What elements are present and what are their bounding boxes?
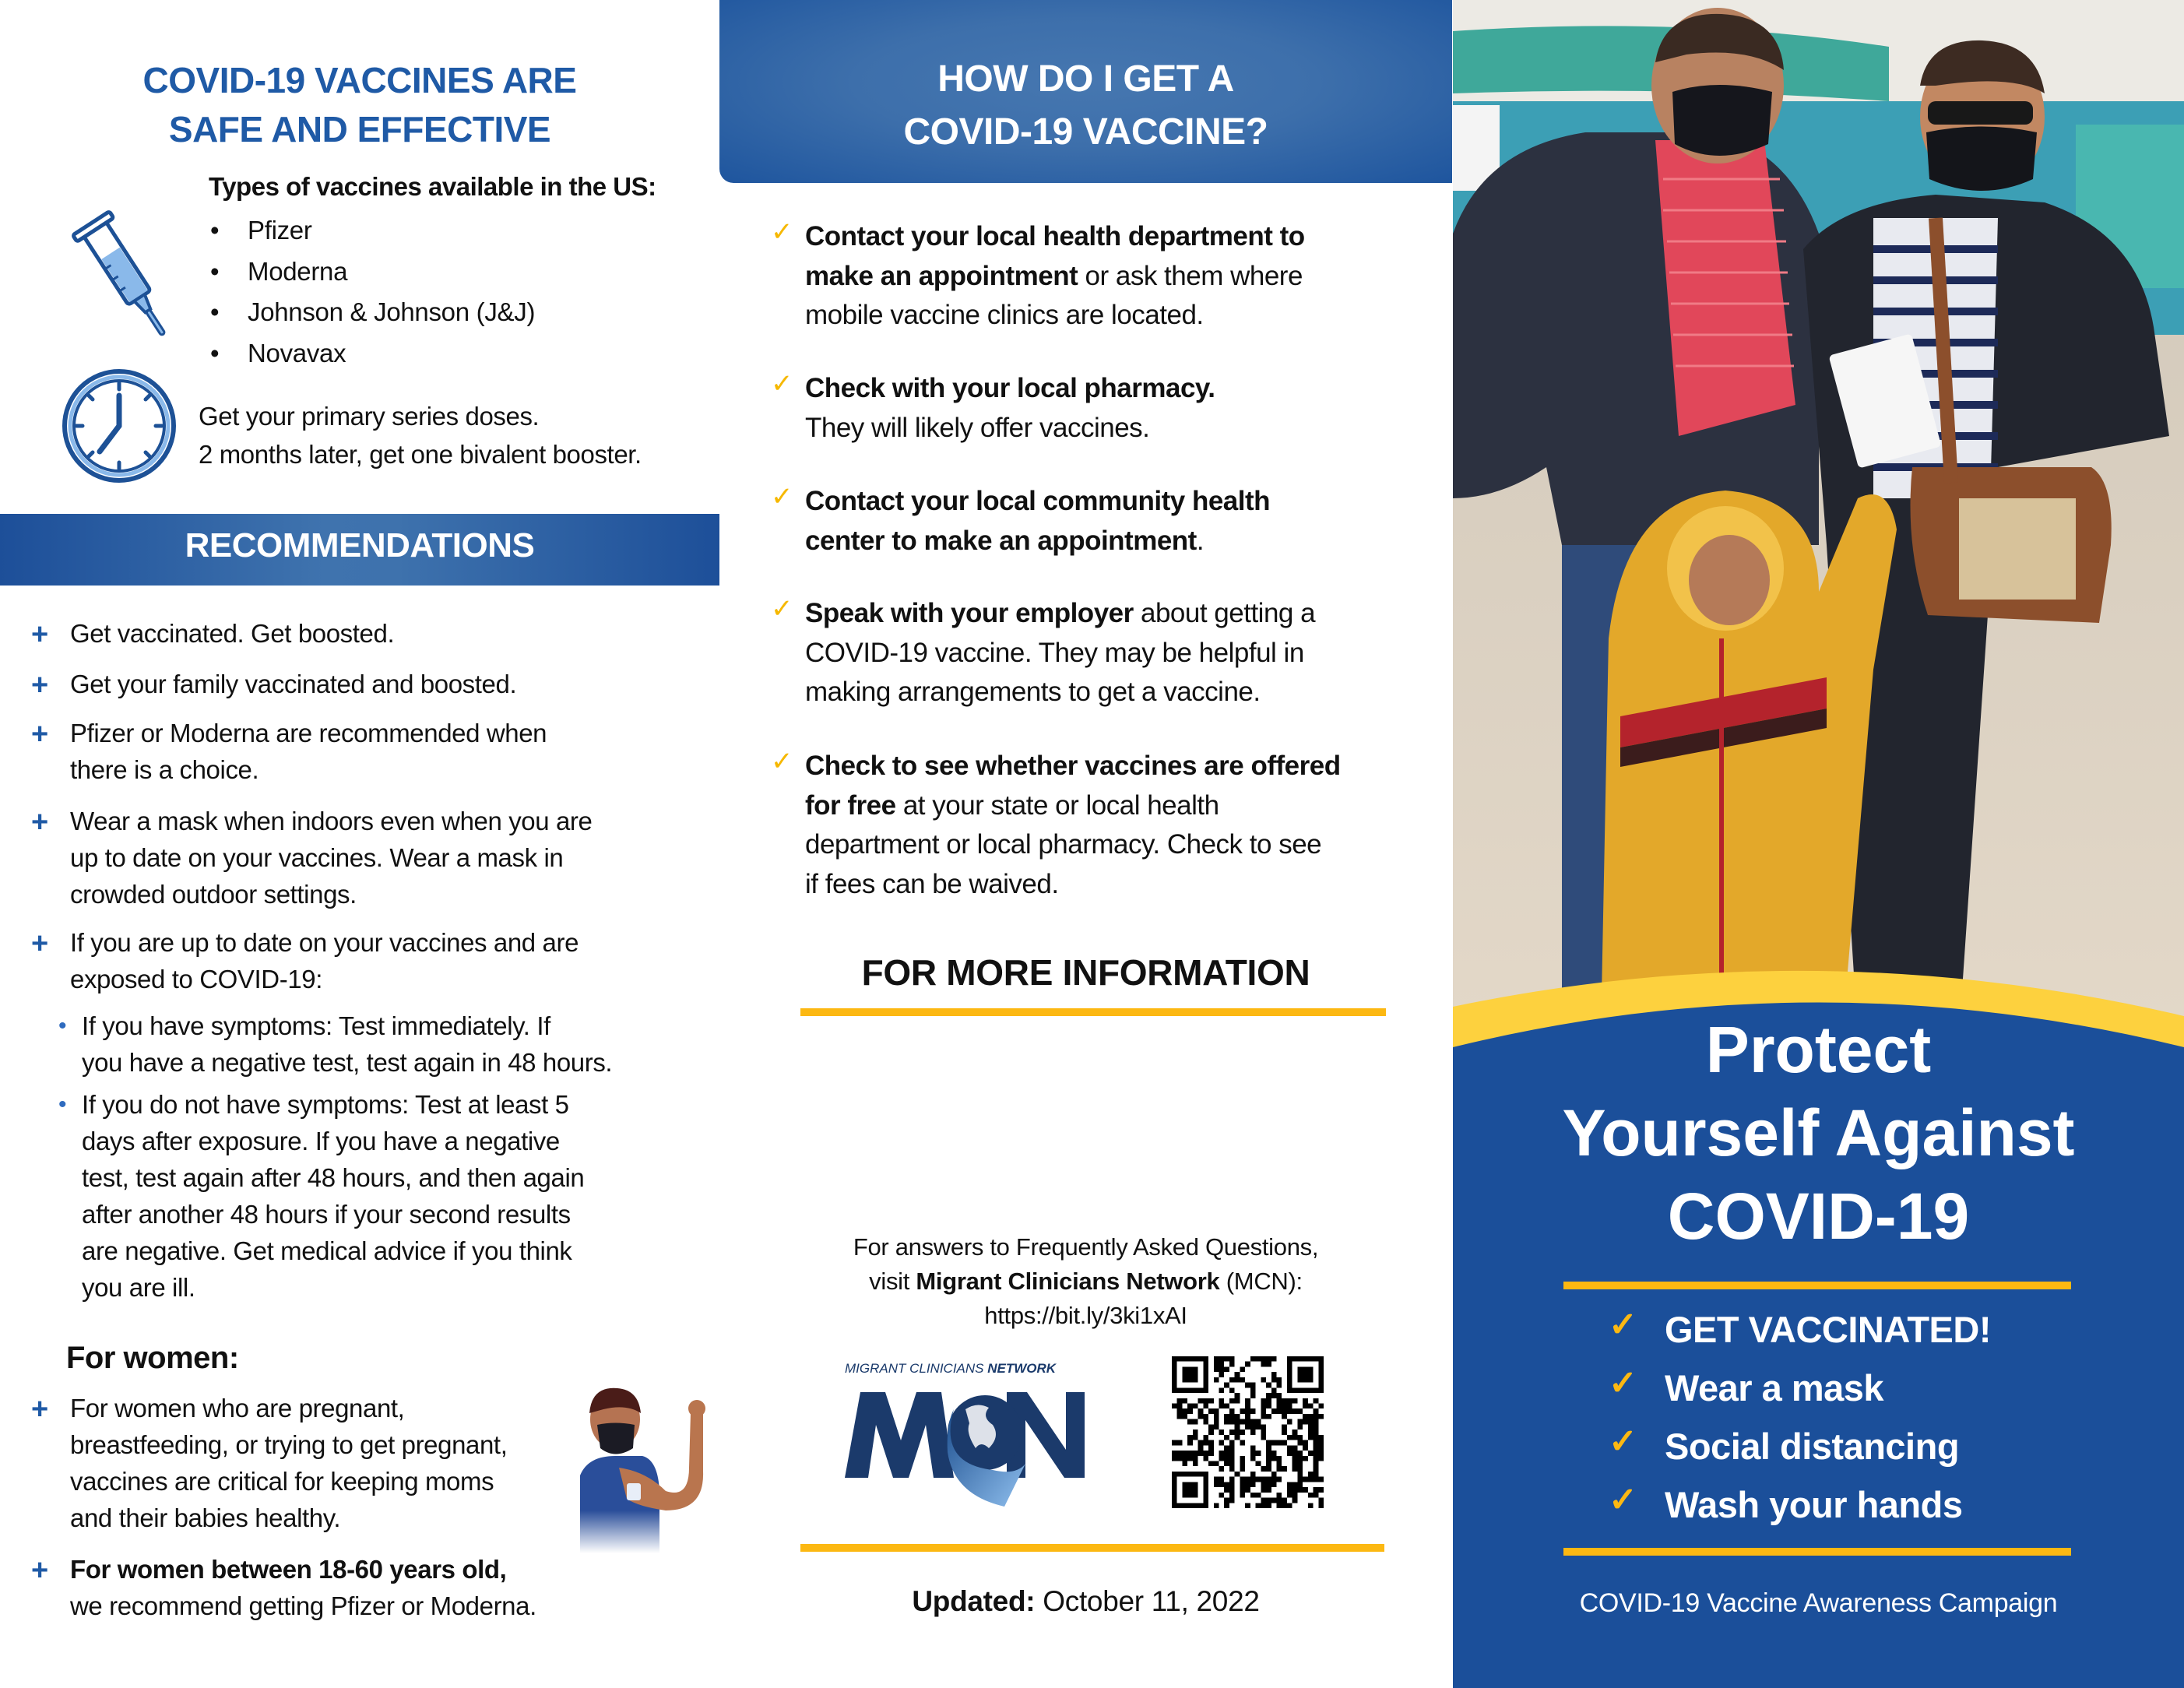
text: at your state or local health xyxy=(895,789,1219,821)
action-label: Wear a mask xyxy=(1665,1367,1884,1408)
bullet-icon: • xyxy=(210,256,220,286)
mcn-link[interactable]: Migrant Clinicians Network xyxy=(916,1268,1220,1295)
recommendation-item xyxy=(31,803,693,913)
action-label: Wash your hands xyxy=(1665,1484,1963,1525)
text: about getting a xyxy=(1133,598,1316,628)
plus-icon: + xyxy=(31,806,48,839)
checkmark-icon: ✓ xyxy=(771,217,793,247)
text: . xyxy=(1196,525,1205,556)
step-item xyxy=(771,594,1412,712)
line: Get your family vaccinated and boosted. xyxy=(70,670,517,698)
line: crowded outdoor settings. xyxy=(70,880,357,909)
clock-icon xyxy=(61,367,178,484)
text: COVID-19 vaccine. They may be helpful in xyxy=(805,637,1304,668)
text: They will likely offer vaccines. xyxy=(805,412,1150,443)
bold-text: Contact your local community health xyxy=(805,486,1271,516)
plus-icon: + xyxy=(31,718,48,751)
step-line xyxy=(805,673,1412,712)
woman-flexing-photo xyxy=(572,1382,712,1553)
bold-text: Check with your local pharmacy. xyxy=(805,373,1215,403)
step-line xyxy=(805,522,1412,561)
exposure-sub-item xyxy=(58,1086,689,1306)
checkmark-icon: ✓ xyxy=(771,482,793,512)
line: If you do not have symptoms: Test at least 5 xyxy=(82,1090,569,1119)
text: department or local pharmacy. Check to see xyxy=(805,829,1322,860)
faq-text xyxy=(719,1230,1452,1333)
step-line xyxy=(805,409,1412,448)
mcn-logo-tagline xyxy=(845,1361,1056,1377)
text: mobile vaccine clinics are located. xyxy=(805,300,1204,330)
line: are negative. Get medical advice if you think xyxy=(82,1236,572,1265)
recommendations-title: RECOMMENDATIONS xyxy=(185,526,535,564)
title-line: COVID-19 xyxy=(1667,1180,1970,1253)
mcn-globe-icon xyxy=(837,1378,1102,1510)
left-panel xyxy=(0,0,719,1688)
step-line xyxy=(805,296,1412,336)
recommendation-item xyxy=(31,615,693,652)
title-line: COVID-19 VACCINES ARE xyxy=(142,60,577,100)
qr-code-icon[interactable] xyxy=(1172,1356,1324,1508)
bullet-icon: • xyxy=(58,1092,67,1117)
how-to-get-vaccine-title xyxy=(719,53,1452,159)
text: MIGRANT CLINICIANS xyxy=(845,1361,988,1376)
checkmark-icon: ✓ xyxy=(771,369,793,399)
bold-text: make an appointment xyxy=(805,260,1078,291)
step-line xyxy=(805,865,1412,905)
plus-icon: + xyxy=(31,669,48,702)
line: exposed to COVID-19: xyxy=(70,965,322,993)
action-item xyxy=(1609,1481,1963,1526)
vaccine-list xyxy=(209,210,535,374)
checkmark-icon: ✓ xyxy=(771,747,793,776)
plus-icon: + xyxy=(31,1554,48,1587)
faq-url-link[interactable]: https://bit.ly/3ki1xAI xyxy=(984,1302,1187,1329)
text: (MCN): xyxy=(1219,1268,1303,1295)
bullet-icon: • xyxy=(58,1013,67,1039)
line: we recommend getting Pfizer or Moderna. xyxy=(70,1591,536,1620)
safe-effective-title xyxy=(0,56,719,154)
women-item xyxy=(31,1390,576,1536)
schedule-line: Get your primary series doses. xyxy=(199,402,540,431)
more-info-title: FOR MORE INFORMATION xyxy=(861,952,1310,993)
vaccine-name: Moderna xyxy=(248,256,348,286)
vaccine-types-heading: Types of vaccines available in the US: xyxy=(209,172,656,201)
vaccine-name: Johnson & Johnson (J&J) xyxy=(248,297,536,326)
action-label: Social distancing xyxy=(1665,1426,1960,1467)
step-line xyxy=(805,482,1412,522)
women-item xyxy=(31,1551,693,1624)
step-item xyxy=(771,217,1412,336)
line: vaccines are critical for keeping moms xyxy=(70,1467,494,1496)
protect-yourself-title xyxy=(1453,1008,2184,1258)
step-item xyxy=(771,482,1412,561)
title-line: HOW DO I GET A xyxy=(937,58,1234,100)
checkmark-icon: ✓ xyxy=(1609,1306,1637,1344)
exposure-sub-item xyxy=(58,1008,689,1081)
line: test, test again after 48 hours, and then again xyxy=(82,1163,585,1192)
plus-icon: + xyxy=(31,618,48,651)
line: Pfizer or Moderna are recommended when xyxy=(70,719,547,747)
title-line: COVID-19 VACCINE? xyxy=(903,111,1268,153)
line: For women who are pregnant, xyxy=(70,1394,405,1422)
divider xyxy=(800,1008,1386,1016)
line: you have a negative test, test again in 48 hours. xyxy=(82,1048,613,1077)
step-line xyxy=(805,369,1412,409)
line: Wear a mask when indoors even when you are xyxy=(70,807,593,835)
action-item xyxy=(1609,1422,1960,1468)
updated-value: October 11, 2022 xyxy=(1035,1585,1260,1617)
checkmark-icon: ✓ xyxy=(1609,1481,1637,1519)
recommendation-item xyxy=(31,924,693,997)
divider xyxy=(1563,1282,2071,1289)
checkmark-icon: ✓ xyxy=(771,594,793,624)
divider xyxy=(1563,1548,2071,1556)
checkmark-icon: ✓ xyxy=(1609,1364,1637,1402)
step-line xyxy=(805,825,1412,865)
line: up to date on your vaccines. Wear a mask in xyxy=(70,843,564,872)
bold-line: For women between 18-60 years old, xyxy=(70,1555,507,1584)
action-item xyxy=(1609,1364,1884,1409)
step-line xyxy=(805,786,1412,826)
step-item xyxy=(771,369,1412,448)
family-photo xyxy=(1453,0,2184,1036)
line: breastfeeding, or trying to get pregnant, xyxy=(70,1430,508,1459)
text: if fees can be waived. xyxy=(805,868,1059,899)
vaccine-item xyxy=(209,210,535,251)
text: making arrangements to get a vaccine. xyxy=(805,677,1261,707)
bold-text: center to make an appointment xyxy=(805,525,1197,556)
updated-label: Updated: xyxy=(912,1585,1036,1617)
campaign-name: COVID-19 Vaccine Awareness Campaign xyxy=(1579,1588,2058,1618)
bullet-icon: • xyxy=(210,297,220,326)
faq-line xyxy=(719,1264,1452,1299)
text: NETWORK xyxy=(987,1361,1057,1376)
updated-date xyxy=(719,1585,1452,1618)
line: after another 48 hours if your second results xyxy=(82,1200,571,1229)
step-line xyxy=(805,594,1412,634)
mcn-logo xyxy=(837,1355,1102,1510)
booster-schedule xyxy=(199,397,642,473)
step-item xyxy=(771,747,1412,904)
line: and their babies healthy. xyxy=(70,1503,341,1532)
schedule-line: 2 months later, get one bivalent booster. xyxy=(199,440,642,469)
bold-text: Contact your local health department to xyxy=(805,221,1305,251)
recommendation-item xyxy=(31,666,693,702)
syringe-icon xyxy=(62,201,187,349)
title-line: Protect xyxy=(1705,1013,1932,1086)
line: If you have symptoms: Test immediately. If xyxy=(82,1011,550,1040)
step-line xyxy=(805,747,1412,786)
divider xyxy=(800,1544,1384,1552)
action-label: GET VACCINATED! xyxy=(1665,1309,1991,1350)
plus-icon: + xyxy=(31,1393,48,1426)
recommendation-item xyxy=(31,715,693,788)
line: Get vaccinated. Get boosted. xyxy=(70,619,395,648)
action-item xyxy=(1609,1306,1991,1351)
faq-line: For answers to Frequently Asked Questions, xyxy=(853,1233,1319,1261)
bold-text: for free xyxy=(805,789,896,821)
plus-icon: + xyxy=(31,927,48,960)
step-line xyxy=(805,257,1412,297)
step-line xyxy=(805,634,1412,673)
bullet-icon: • xyxy=(210,338,220,367)
title-line: SAFE AND EFFECTIVE xyxy=(168,109,551,149)
bold-text: Speak with your employer xyxy=(805,598,1134,628)
line: If you are up to date on your vaccines and are xyxy=(70,928,579,957)
checkmark-icon: ✓ xyxy=(1609,1422,1637,1461)
vaccine-item xyxy=(209,292,535,333)
line: you are ill. xyxy=(82,1273,195,1302)
text: visit xyxy=(869,1268,916,1295)
for-women-heading: For women: xyxy=(66,1341,239,1375)
bold-text: Check to see whether vaccines are offered xyxy=(805,751,1341,781)
vaccine-item xyxy=(209,333,535,375)
vaccine-name: Pfizer xyxy=(248,216,312,244)
step-line xyxy=(805,217,1412,257)
vaccine-name: Novavax xyxy=(248,338,346,367)
text: or ask them where xyxy=(1078,260,1303,291)
line: days after exposure. If you have a negative xyxy=(82,1127,560,1155)
title-line: Yourself Against xyxy=(1562,1096,2075,1169)
bullet-icon: • xyxy=(210,216,220,244)
line: there is a choice. xyxy=(70,755,259,784)
vaccine-item xyxy=(209,251,535,293)
